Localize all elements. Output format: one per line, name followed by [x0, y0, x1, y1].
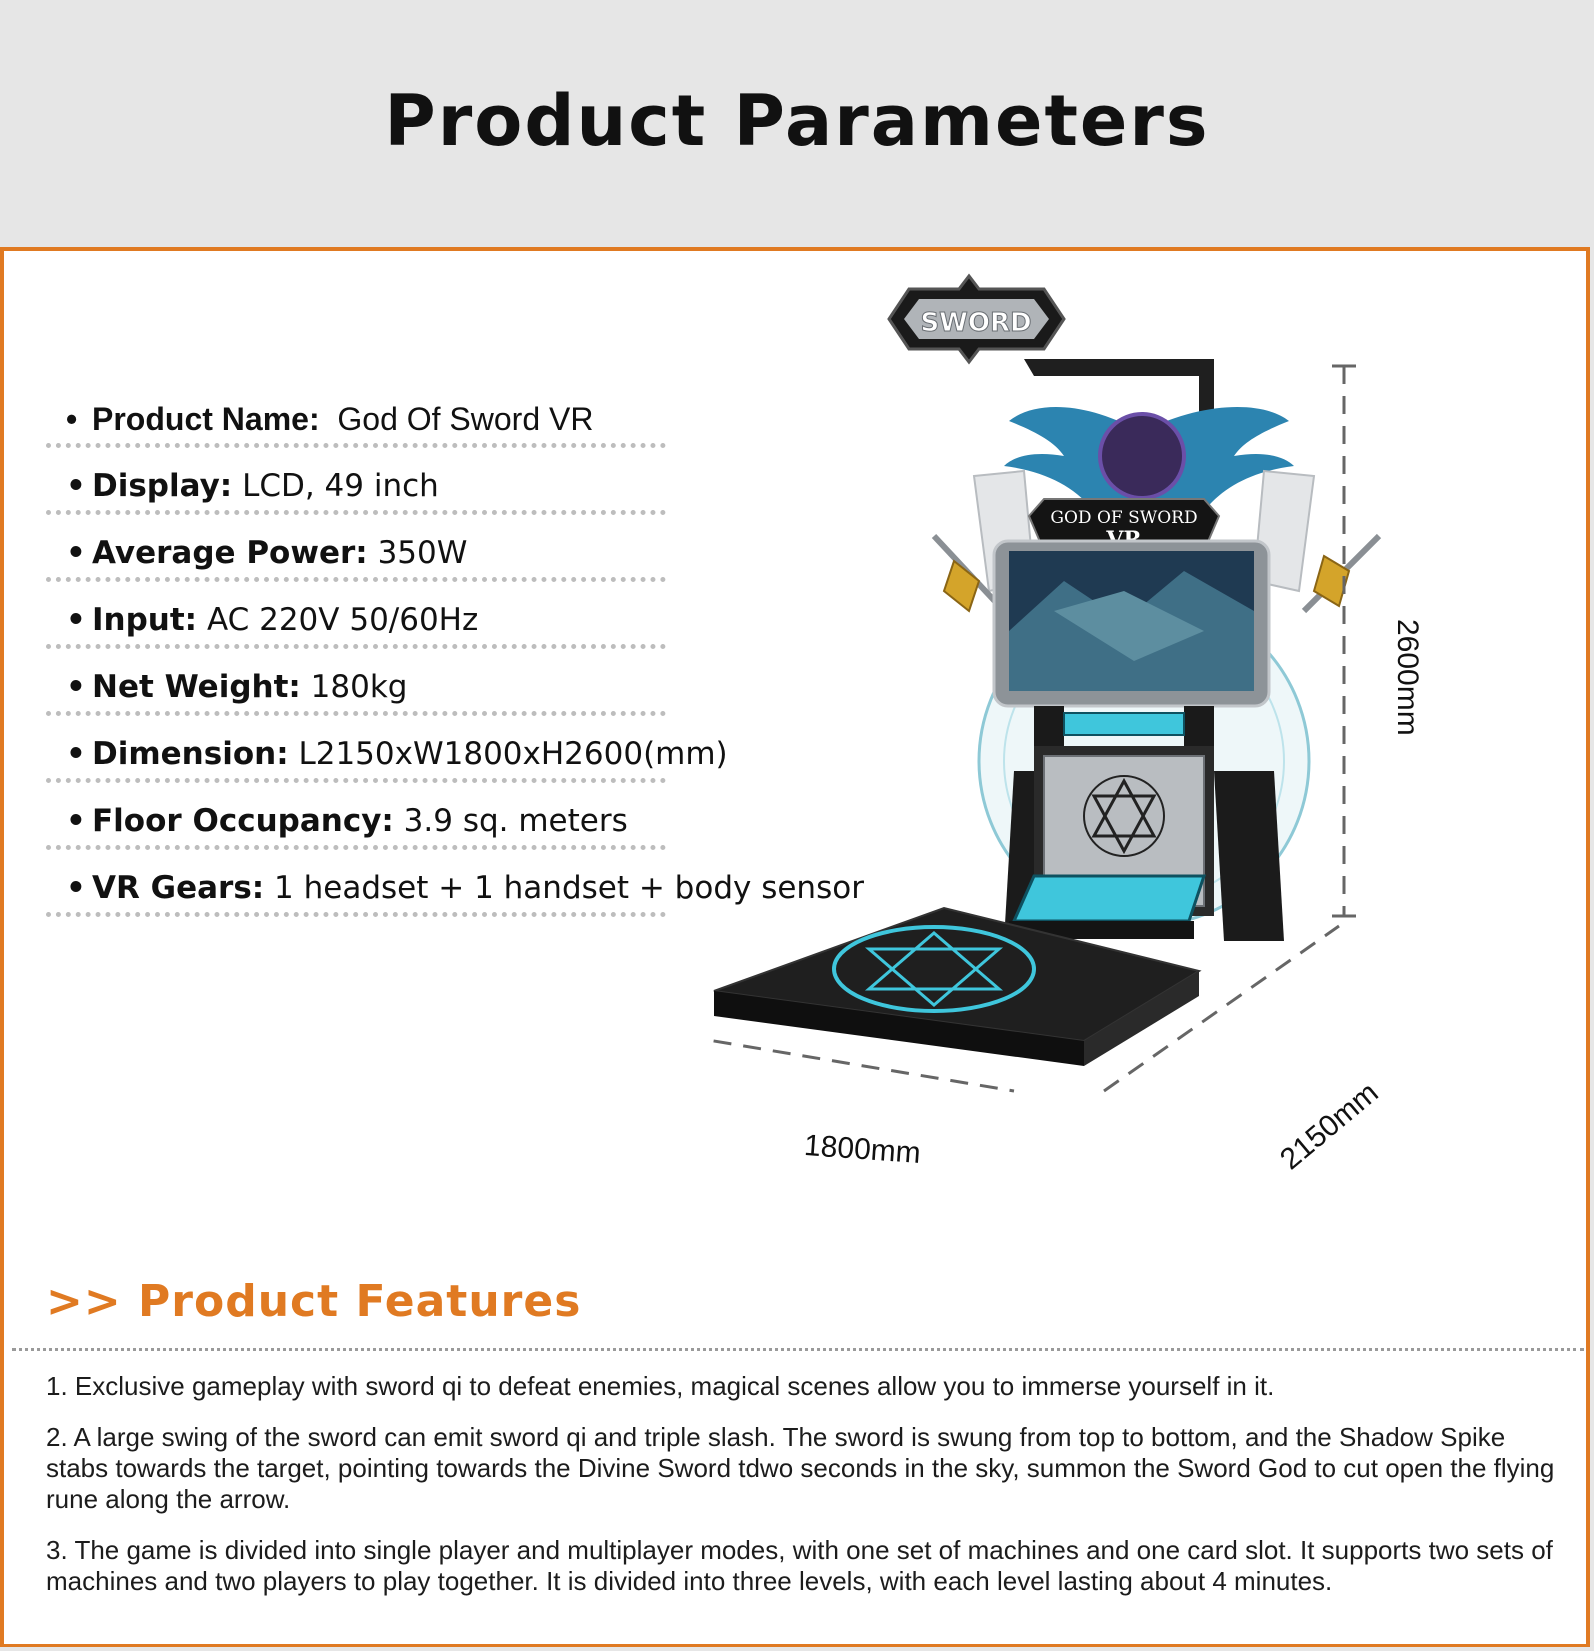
- features-list: [46, 1371, 1561, 1617]
- height-dimension-label: 2600mm: [1391, 619, 1424, 736]
- feature-item: 1. Exclusive gameplay with sword qi to defeat enemies, magical scenes allow you to immerse yourself in it.: [46, 1371, 1275, 1401]
- bullet: •: [66, 870, 86, 906]
- feature-item: 2. A large swing of the sword can emit sword qi and triple slash. The sword is swung from top to bottom, and the Shadow Spike stabs towards the target, pointing towards the Divine Sword tdwo seconds in the sky, summon the Sword God to cut open the flying rune along the arrow.: [46, 1422, 1555, 1514]
- dotted-divider: [46, 711, 666, 716]
- spec-label: Input:: [92, 602, 198, 638]
- content-frame: [0, 247, 1590, 1647]
- spec-value: 180kg: [310, 669, 408, 705]
- bullet: •: [66, 602, 86, 638]
- dotted-divider: [46, 577, 666, 582]
- right-sword-emblem: [1304, 536, 1379, 611]
- page-title: Product Parameters: [384, 80, 1210, 162]
- dotted-divider: [46, 644, 666, 649]
- header-band: [0, 0, 1594, 247]
- spec-value: L2150xW1800xH2600(mm): [298, 736, 728, 772]
- foot-step: [1014, 876, 1204, 921]
- features-divider: [12, 1348, 1584, 1351]
- features-title: >> Product Features: [46, 1276, 582, 1327]
- spec-label: Net Weight:: [92, 669, 301, 705]
- spec-label: Average Power:: [92, 535, 368, 571]
- dotted-divider: [46, 912, 666, 917]
- spec-value: 350W: [377, 535, 468, 571]
- spec-label: VR Gears:: [92, 870, 265, 906]
- width-dimension-label: 1800mm: [803, 1128, 922, 1171]
- spec-value: God Of Sword VR: [337, 401, 594, 437]
- spec-value: 3.9 sq. meters: [403, 803, 628, 839]
- bullet: •: [66, 401, 78, 437]
- bullet: •: [66, 669, 86, 705]
- spec-value: LCD, 49 inch: [242, 468, 439, 504]
- spec-value: 1 headset + 1 handset + body sensor: [274, 870, 864, 906]
- bullet: •: [66, 468, 86, 504]
- dotted-divider: [46, 443, 666, 448]
- spec-label: Floor Occupancy:: [92, 803, 394, 839]
- bullet: •: [66, 736, 86, 772]
- spec-label: Product Name:: [92, 401, 320, 437]
- spec-label: Display:: [92, 468, 233, 504]
- dotted-divider: [46, 845, 666, 850]
- depth-dimension-label: 2150mm: [1274, 1075, 1385, 1177]
- dotted-divider: [46, 778, 666, 783]
- dotted-divider: [46, 510, 666, 515]
- spec-label: Dimension:: [92, 736, 289, 772]
- bullet: •: [66, 535, 86, 571]
- spec-value: AC 220V 50/60Hz: [206, 602, 479, 638]
- feature-item: 3. The game is divided into single player and multiplayer modes, with one set of machines and one card slot. It supports two sets of machines and two players to play together. It is divided into three levels, with each level lasting about 4 minutes.: [46, 1535, 1553, 1596]
- marquee-line1: GOD OF SWORD: [1050, 508, 1198, 528]
- product-image: [704, 266, 1404, 1146]
- sign-text: SWORD: [920, 308, 1032, 338]
- bullet: •: [66, 803, 86, 839]
